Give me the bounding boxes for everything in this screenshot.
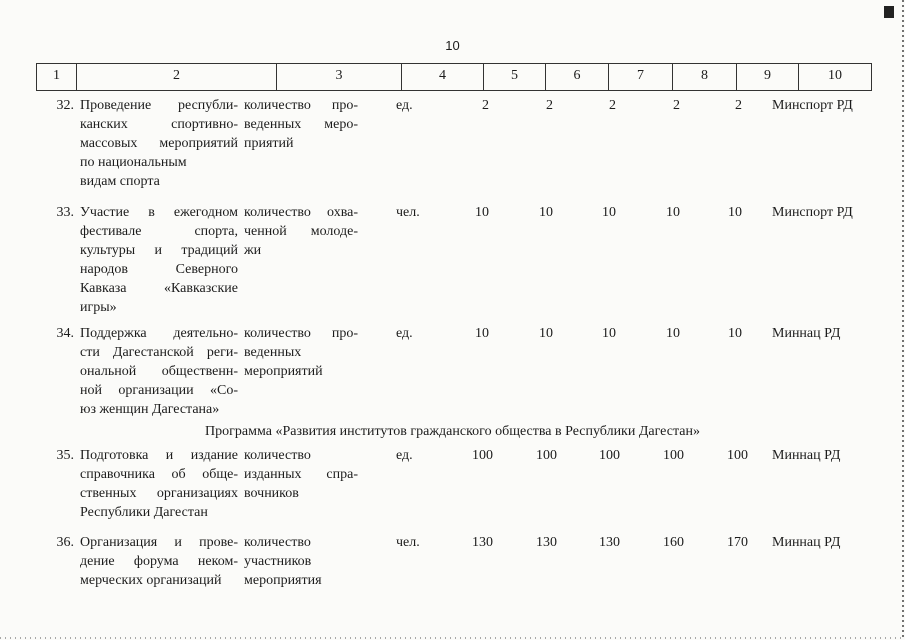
executor: Минспорт РД [772, 98, 853, 113]
activity-name-line: юз женщин Дагестана» [80, 402, 220, 417]
value-col-5: 100 [472, 448, 493, 463]
activity-name-line: справочника об обще- [80, 467, 238, 482]
value-col-7: 100 [599, 448, 620, 463]
value-col-6: 130 [536, 535, 557, 550]
activity-name-line: игры» [80, 300, 117, 315]
value-col-5: 10 [475, 326, 489, 341]
activity-name-line: видам спорта [80, 174, 160, 189]
indicator-line: количество [244, 448, 311, 463]
value-col-5: 10 [475, 205, 489, 220]
indicator [244, 324, 358, 381]
activity-name-line: Поддержка деятельно- [80, 326, 238, 341]
value-col-9: 170 [727, 535, 748, 550]
activity-name-line: Проведение республи- [80, 98, 238, 113]
activity-name-line: Республики Дагестан [80, 505, 208, 520]
value-col-7: 10 [602, 326, 616, 341]
activity-name-line: культуры и традиций [80, 243, 238, 258]
header-col-1: 1 [36, 64, 76, 90]
value-col-7: 2 [609, 98, 616, 113]
activity-name-line: мерческих организаций [80, 573, 222, 588]
unit: ед. [396, 448, 413, 463]
value-col-8: 100 [663, 448, 684, 463]
value-col-6: 10 [539, 326, 553, 341]
indicator-line: жи [244, 243, 262, 258]
value-col-5: 2 [482, 98, 489, 113]
executor: Миннац РД [772, 448, 841, 463]
header-col-6: 6 [545, 64, 608, 90]
header-col-7: 7 [608, 64, 672, 90]
row-number: 36. [56, 535, 74, 550]
row-number: 34. [56, 326, 74, 341]
program-title: Программа «Развития институтов гражданского общества в Республики Дагестан» [205, 424, 700, 439]
activity-name-line: Подготовка и издание [80, 448, 238, 463]
unit: ед. [396, 98, 413, 113]
activity-name-line: канских спортивно- [80, 117, 238, 132]
executor: Минспорт РД [772, 205, 853, 220]
executor: Миннац РД [772, 326, 841, 341]
value-col-8: 2 [673, 98, 680, 113]
value-col-9: 10 [728, 205, 742, 220]
unit: чел. [396, 205, 420, 220]
indicator-line: мероприятий [244, 364, 323, 379]
value-col-9: 10 [728, 326, 742, 341]
value-col-7: 10 [602, 205, 616, 220]
indicator [244, 96, 358, 153]
indicator-line: веденных [244, 345, 302, 360]
table-header-row [36, 63, 872, 91]
indicator [244, 203, 358, 260]
activity-name [80, 533, 238, 590]
unit: чел. [396, 535, 420, 550]
value-col-5: 130 [472, 535, 493, 550]
indicator-line: количество [244, 535, 311, 550]
activity-name-line: фестивале спорта, [80, 224, 238, 239]
value-col-8: 160 [663, 535, 684, 550]
activity-name-line: массовых мероприятий [80, 136, 238, 151]
indicator-line: приятий [244, 136, 294, 151]
row-number: 35. [56, 448, 74, 463]
page-number: 10 [445, 38, 460, 53]
header-col-8: 8 [672, 64, 736, 90]
executor: Миннац РД [772, 535, 841, 550]
row-number: 33. [56, 205, 74, 220]
activity-name-line: Участие в ежегодном [80, 205, 238, 220]
activity-name [80, 324, 238, 419]
unit: ед. [396, 326, 413, 341]
indicator-line: ченной молоде- [244, 224, 358, 239]
indicator-line: веденных меро- [244, 117, 358, 132]
value-col-8: 10 [666, 205, 680, 220]
indicator-line: мероприятия [244, 573, 322, 588]
indicator [244, 446, 358, 503]
header-col-10: 10 [798, 64, 872, 90]
activity-name [80, 446, 238, 522]
value-col-9: 100 [727, 448, 748, 463]
header-col-9: 9 [736, 64, 798, 90]
activity-name [80, 96, 238, 191]
value-col-6: 2 [546, 98, 553, 113]
value-col-7: 130 [599, 535, 620, 550]
activity-name-line: Организация и прове- [80, 535, 238, 550]
header-col-2: 2 [76, 64, 276, 90]
header-col-5: 5 [483, 64, 545, 90]
activity-name-line: по национальным [80, 155, 187, 170]
indicator-line: количество охва- [244, 205, 358, 220]
activity-name-line: ственных организациях [80, 486, 238, 501]
value-col-6: 100 [536, 448, 557, 463]
indicator-line: количество про- [244, 98, 358, 113]
header-col-4: 4 [401, 64, 483, 90]
activity-name-line: Кавказа «Кавказские [80, 281, 238, 296]
header-col-3: 3 [276, 64, 401, 90]
activity-name-line: народов Северного [80, 262, 238, 277]
indicator [244, 533, 358, 590]
activity-name-line: ной организации «Со- [80, 383, 238, 398]
activity-name-line: сти Дагестанской реги- [80, 345, 238, 360]
indicator-line: количество про- [244, 326, 358, 341]
activity-name [80, 203, 238, 317]
indicator-line: вочников [244, 486, 299, 501]
row-number: 32. [56, 98, 74, 113]
indicator-line: участников [244, 554, 312, 569]
activity-name-line: дение форума неком- [80, 554, 238, 569]
value-col-9: 2 [735, 98, 742, 113]
value-col-6: 10 [539, 205, 553, 220]
indicator-line: изданных спра- [244, 467, 358, 482]
activity-name-line: ональной общественн- [80, 364, 238, 379]
value-col-8: 10 [666, 326, 680, 341]
